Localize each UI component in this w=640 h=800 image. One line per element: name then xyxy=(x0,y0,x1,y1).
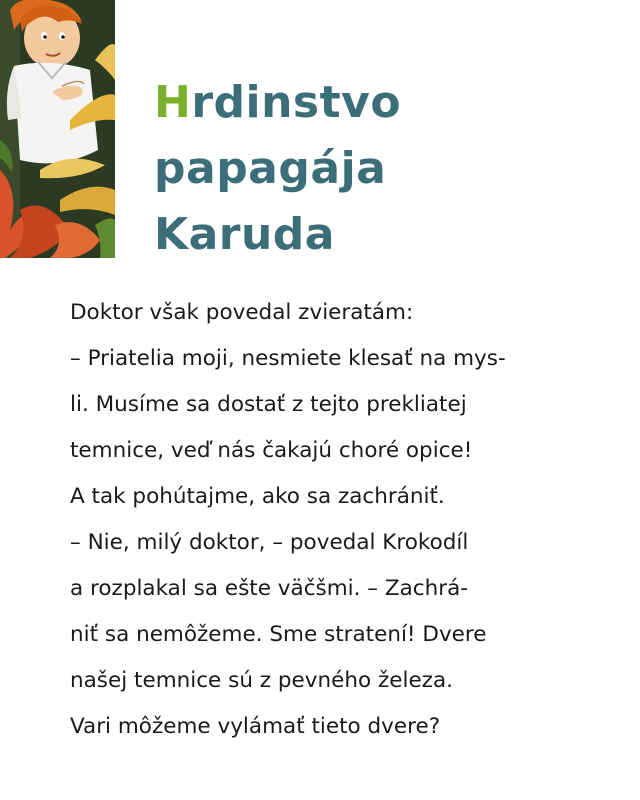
text-line: Vari môžeme vylámať tieto dvere? xyxy=(70,714,441,739)
text-line: našej temnice sú z pevného železa. xyxy=(70,668,453,693)
title-initial-letter: H xyxy=(154,77,192,128)
text-line: niť sa nemôžeme. Sme stratení! Dvere xyxy=(70,622,487,647)
title-line-1-rest: rdinstvo xyxy=(191,77,402,128)
text-line: a rozplakal sa ešte väčšmi. – Zachrá- xyxy=(70,576,469,601)
title-line-1 xyxy=(154,70,401,136)
text-line: – Nie, milý doktor, – povedal Krokodíl xyxy=(70,530,469,555)
title-line-3: Karuda xyxy=(154,209,335,260)
story-paragraph xyxy=(70,290,590,750)
text-line: Doktor však povedal zvieratám: xyxy=(70,300,414,325)
text-line: li. Musíme sa dostať z tejto prekliatej xyxy=(70,392,467,417)
title-line-2: papagája xyxy=(154,143,387,194)
text-line: temnice, veď nás čakajú choré opice! xyxy=(70,438,473,463)
story-title xyxy=(154,70,401,268)
text-line: A tak pohútajme, ako sa zachrániť. xyxy=(70,484,445,509)
boy-illustration xyxy=(0,0,115,258)
text-line: – Priatelia moji, nesmiete klesať na mys- xyxy=(70,346,506,371)
